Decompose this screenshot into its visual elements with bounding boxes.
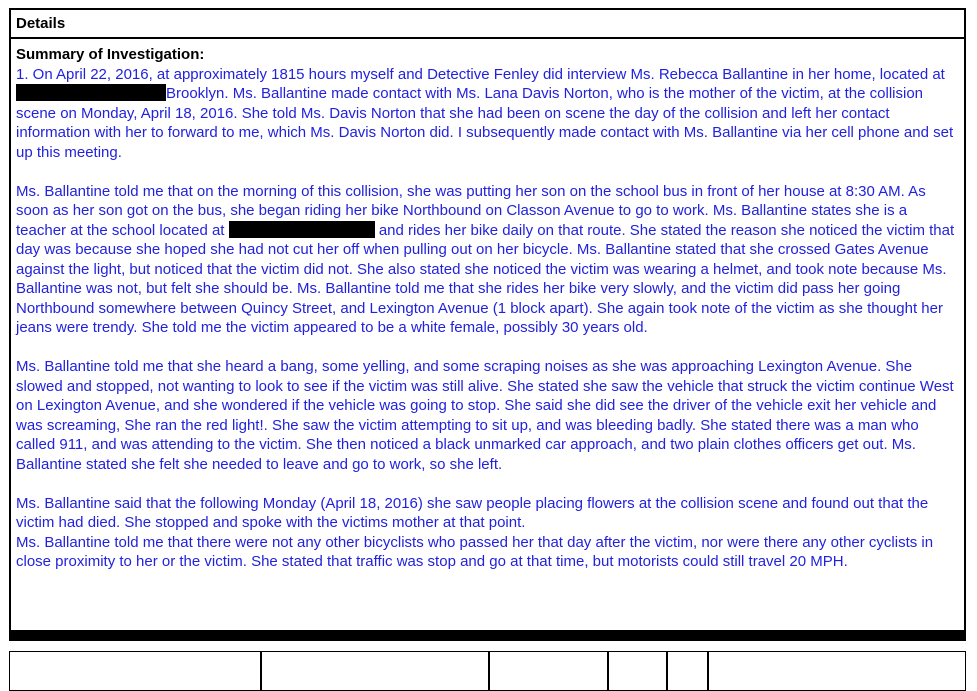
table-divider: [707, 652, 709, 690]
paragraph-2: [16, 182, 956, 338]
paragraph-1-part-2: Brooklyn. Ms. Ballantine made contact with Ms. Lana Davis Norton, who is the mother of the victim, at the collision scene on Monday, April 18, 2016. She told Ms. Davis Norton that she had been on scene the day of the collision and left her contact information with her to forward to me, which Ms. Davis Norton did. I subsequently made contact with Ms. Ballantine via her cell phone and set up this meeting.: [16, 85, 954, 161]
paragraph-2-part-2: and rides her bike daily on that route. She stated the reason she noticed the victim that day was because she hoped she had not cut her off when pulling out on her bicycle. Ms. Ballantine stated that she crossed Gates Avenue against the light, but noticed that the victim did not. She also stated she noticed the victim was wearing a helmet, and took note because Ms. Ballantine was not, but felt she should be. Ms. Ballantine told me that she rides her bike very slowly, and the victim did pass her going Northbound somewhere between Quincy Street, and Lexington Avenue (1 block apart). She again took note of the victim as she thought her jeans were trendy. She told me the victim appeared to be a white female, possibly 30 years old.: [16, 221, 955, 336]
paragraph-1-part-1: 1. On April 22, 2016, at approximately 1815 hours myself and Detective Fenley did interview Ms. Rebecca Ballantine in her home, located at: [16, 65, 945, 83]
table-divider: [260, 652, 262, 690]
table-divider: [666, 652, 668, 690]
redacted-school-location: [229, 221, 375, 238]
table-divider: [607, 652, 609, 690]
paragraph-1: [16, 65, 956, 163]
paragraph-5: Ms. Ballantine told me that there were not any other bicyclists who passed her that day after the victim, nor were there any other cyclists in close proximity to her or the victim. She stated that traffic was stop and go at that time, but motorists could still travel 20 MPH.: [16, 533, 934, 570]
bottom-table: [9, 651, 966, 691]
details-header: [11, 10, 964, 39]
section-divider: [9, 632, 966, 641]
details-title: Details: [16, 15, 66, 32]
details-section: [9, 8, 966, 632]
summary-heading: Summary of Investigation:: [16, 46, 205, 63]
summary-body: [16, 45, 956, 572]
paragraph-3: Ms. Ballantine told me that she heard a bang, some yelling, and some scraping noises as she was approaching Lexington Avenue. She slowed and stopped, not wanting to look to see if the victim was still alive. She stated she saw the vehicle that struck the victim continue West on Lexington Avenue, and she wondered if the vehicle was going to stop. She said she did see the driver of the vehicle exit her vehicle and was screaming, She ran the red light!. She saw the victim attempting to sit up, and was bleeding badly. She stated there was a man who called 911, and was attending to the victim. She then noticed a black unmarked car approach, and two plain clothes officers get out. Ms. Ballantine stated she felt she needed to leave and go to work, so she left.: [16, 358, 954, 473]
table-divider: [488, 652, 490, 690]
redacted-address: [16, 84, 166, 101]
paragraph-4: Ms. Ballantine said that the following Monday (April 18, 2016) she saw people placing flowers at the collision scene and found out that the victim had died. She stopped and spoke with the victims mother at that point.: [16, 494, 929, 531]
paragraph-2-part-1: Ms. Ballantine told me that on the morning of this collision, she was putting her son on the school bus in front of her house at 8:30 AM. As soon as her son got on the bus, she began riding her bike Northbound on Classon Avenue to go to work. Ms. Ballantine states she is a teacher at the school located at: [16, 182, 926, 239]
